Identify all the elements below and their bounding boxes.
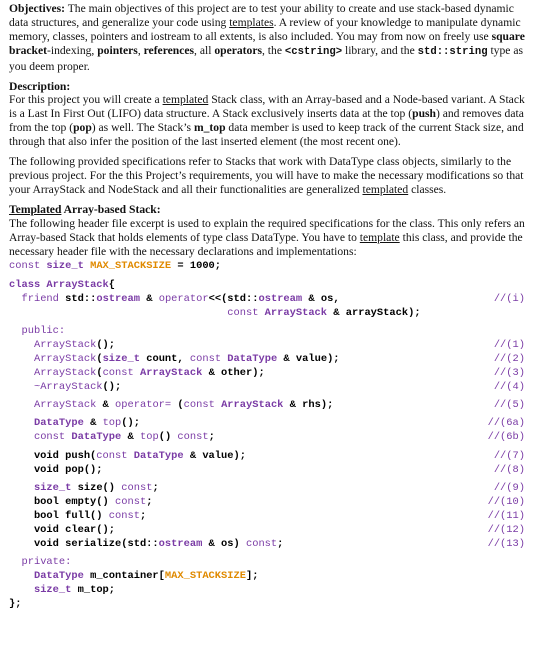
code-comment: //(1)	[493, 338, 525, 351]
array-text-1: The following header file excerpt is used to explain the required specifications for the class. This only refers an Array-based Stack that holds elements of type class DataType. You have to	[9, 216, 525, 244]
objectives-bold-4: operators	[214, 43, 262, 57]
code-line: class ArrayStack{	[9, 278, 116, 291]
code-comment: //(9)	[493, 481, 525, 494]
objectives-text-4: ,	[137, 43, 144, 57]
code-comment: //(7)	[493, 449, 525, 462]
array-heading-templated: Templated	[9, 202, 62, 216]
stdstring-code: std::string	[417, 45, 488, 58]
code-comment: //(4)	[493, 381, 525, 394]
code-comment: //(10)	[487, 495, 525, 508]
code-comment: //(5)	[493, 399, 525, 412]
code-line: ArrayStack(const ArrayStack & other); //(3)	[33, 367, 525, 380]
desc-templated: templated	[162, 93, 209, 107]
code-line: const ArrayStack & arrayStack);	[227, 306, 421, 319]
code-line: ArrayStack(size_t count, const DataType & value); //(2)	[33, 352, 525, 365]
code-line: void clear(); //(12)	[9, 524, 525, 536]
objectives-heading: Objectives:	[9, 2, 66, 15]
code-line: void push(const DataType & value); //(7)	[9, 449, 525, 462]
objectives-bold-1: square bracket	[9, 29, 525, 57]
code-line: private:	[21, 556, 72, 569]
desc-text-e: data member is used to keep track of the current Stack size, and through that also infer the position of the last inserted element (the most recent one).	[9, 121, 524, 149]
desc-text-b: Stack class, with an Array-based and a Node-based variant. A Stack is a Last In First Out (LIFO) data structure. A Stack exclusively inserts data at the top (	[9, 93, 525, 121]
code-comment: //(6b)	[487, 431, 525, 444]
code-comment: //(12)	[487, 524, 525, 536]
array-heading-rest: Array-based Stack:	[61, 202, 161, 216]
desc-pop: pop	[73, 121, 92, 135]
code-comment: //(11)	[487, 509, 525, 522]
code-line: size_t m_top;	[33, 584, 116, 597]
objectives-bold-3: references	[143, 43, 195, 57]
desc2-text-a: The following provided specifications refer to Stacks that work with DataType class objects, similarly to the previous project. For the this Project’s requirements, you will have to make the necessary modifications so that your ArrayStack and NodeStack and all their functionalities are generalized	[9, 155, 524, 196]
code-line: friend std::ostream & operator<<(std::ostream & os, //(i)	[21, 292, 525, 305]
code-line: ArrayStack(); //(1)	[33, 338, 525, 351]
objectives-bold-2: pointers	[97, 43, 138, 57]
code-comment: //(2)	[493, 352, 525, 365]
code-line: void serialize(std::ostream & os) const; //(13)	[9, 538, 525, 551]
objectives-paragraph	[9, 2, 527, 74]
code-line: size_t size() const; //(9)	[33, 481, 525, 494]
objectives-text-6: , the	[262, 43, 285, 57]
objectives-text-3: -indexing,	[47, 43, 98, 57]
code-comment: //(13)	[487, 538, 525, 551]
code-comment: //(i)	[493, 292, 525, 305]
code-line: bool full() const; //(11)	[9, 509, 525, 522]
desc2-templated: templated	[362, 182, 409, 196]
code-block	[9, 259, 527, 611]
desc2-text-b: classes.	[408, 182, 447, 196]
array-template-word: template	[359, 230, 400, 244]
code-line: bool empty() const; //(10)	[9, 495, 525, 508]
description-paragraph-2	[9, 155, 527, 197]
templates-link: templates	[229, 15, 274, 29]
code-line: DataType m_container[MAX_STACKSIZE];	[33, 570, 259, 583]
document-page	[9, 2, 527, 612]
array-text-2: this class, and provide the necessary header file with the necessary declarations and implementations:	[9, 230, 523, 258]
code-line: public:	[21, 324, 66, 337]
code-line: const size_t MAX_STACKSIZE = 1000;	[9, 260, 222, 273]
desc-mtop: m_top	[193, 121, 226, 135]
array-stack-paragraph	[9, 217, 527, 259]
code-line: ~ArrayStack(); //(4)	[33, 381, 525, 394]
desc-text-d: ) as well. The Stack’s	[91, 121, 194, 135]
objectives-text-5: , all	[194, 43, 215, 57]
code-line: };	[9, 598, 22, 611]
array-stack-heading	[9, 203, 527, 217]
code-line: void pop(); //(8)	[9, 463, 525, 476]
desc-text-a: For this project you will create a	[9, 93, 163, 107]
code-line: DataType & top(); //(6a)	[33, 417, 525, 430]
description-heading: Description:	[9, 79, 71, 93]
description-paragraph-1	[9, 93, 527, 149]
objectives-text-2: . A review of your knowledge to manipulate dynamic memory, classes, pointers and iostream to all extents, is also included. You may from now on freely use	[9, 15, 521, 43]
desc-push: push	[412, 107, 436, 121]
objectives-text-7: library, and the	[342, 43, 418, 57]
code-comment: //(6a)	[487, 417, 525, 430]
code-line: const DataType & top() const; //(6b)	[33, 431, 525, 444]
objectives-text-1: The main objectives of this project are to test your ability to create and use stack-based dynamic data structures, and generalize your code using	[9, 2, 514, 29]
code-line: ArrayStack & operator= (const ArrayStack & rhs); //(5)	[33, 399, 525, 412]
objectives-text-8: type as you deem proper.	[9, 43, 523, 73]
code-comment: //(8)	[493, 463, 525, 476]
cstring-code: <cstring>	[284, 45, 343, 58]
desc-text-c: ) and removes data from the top (	[9, 107, 524, 135]
code-comment: //(3)	[493, 367, 525, 380]
